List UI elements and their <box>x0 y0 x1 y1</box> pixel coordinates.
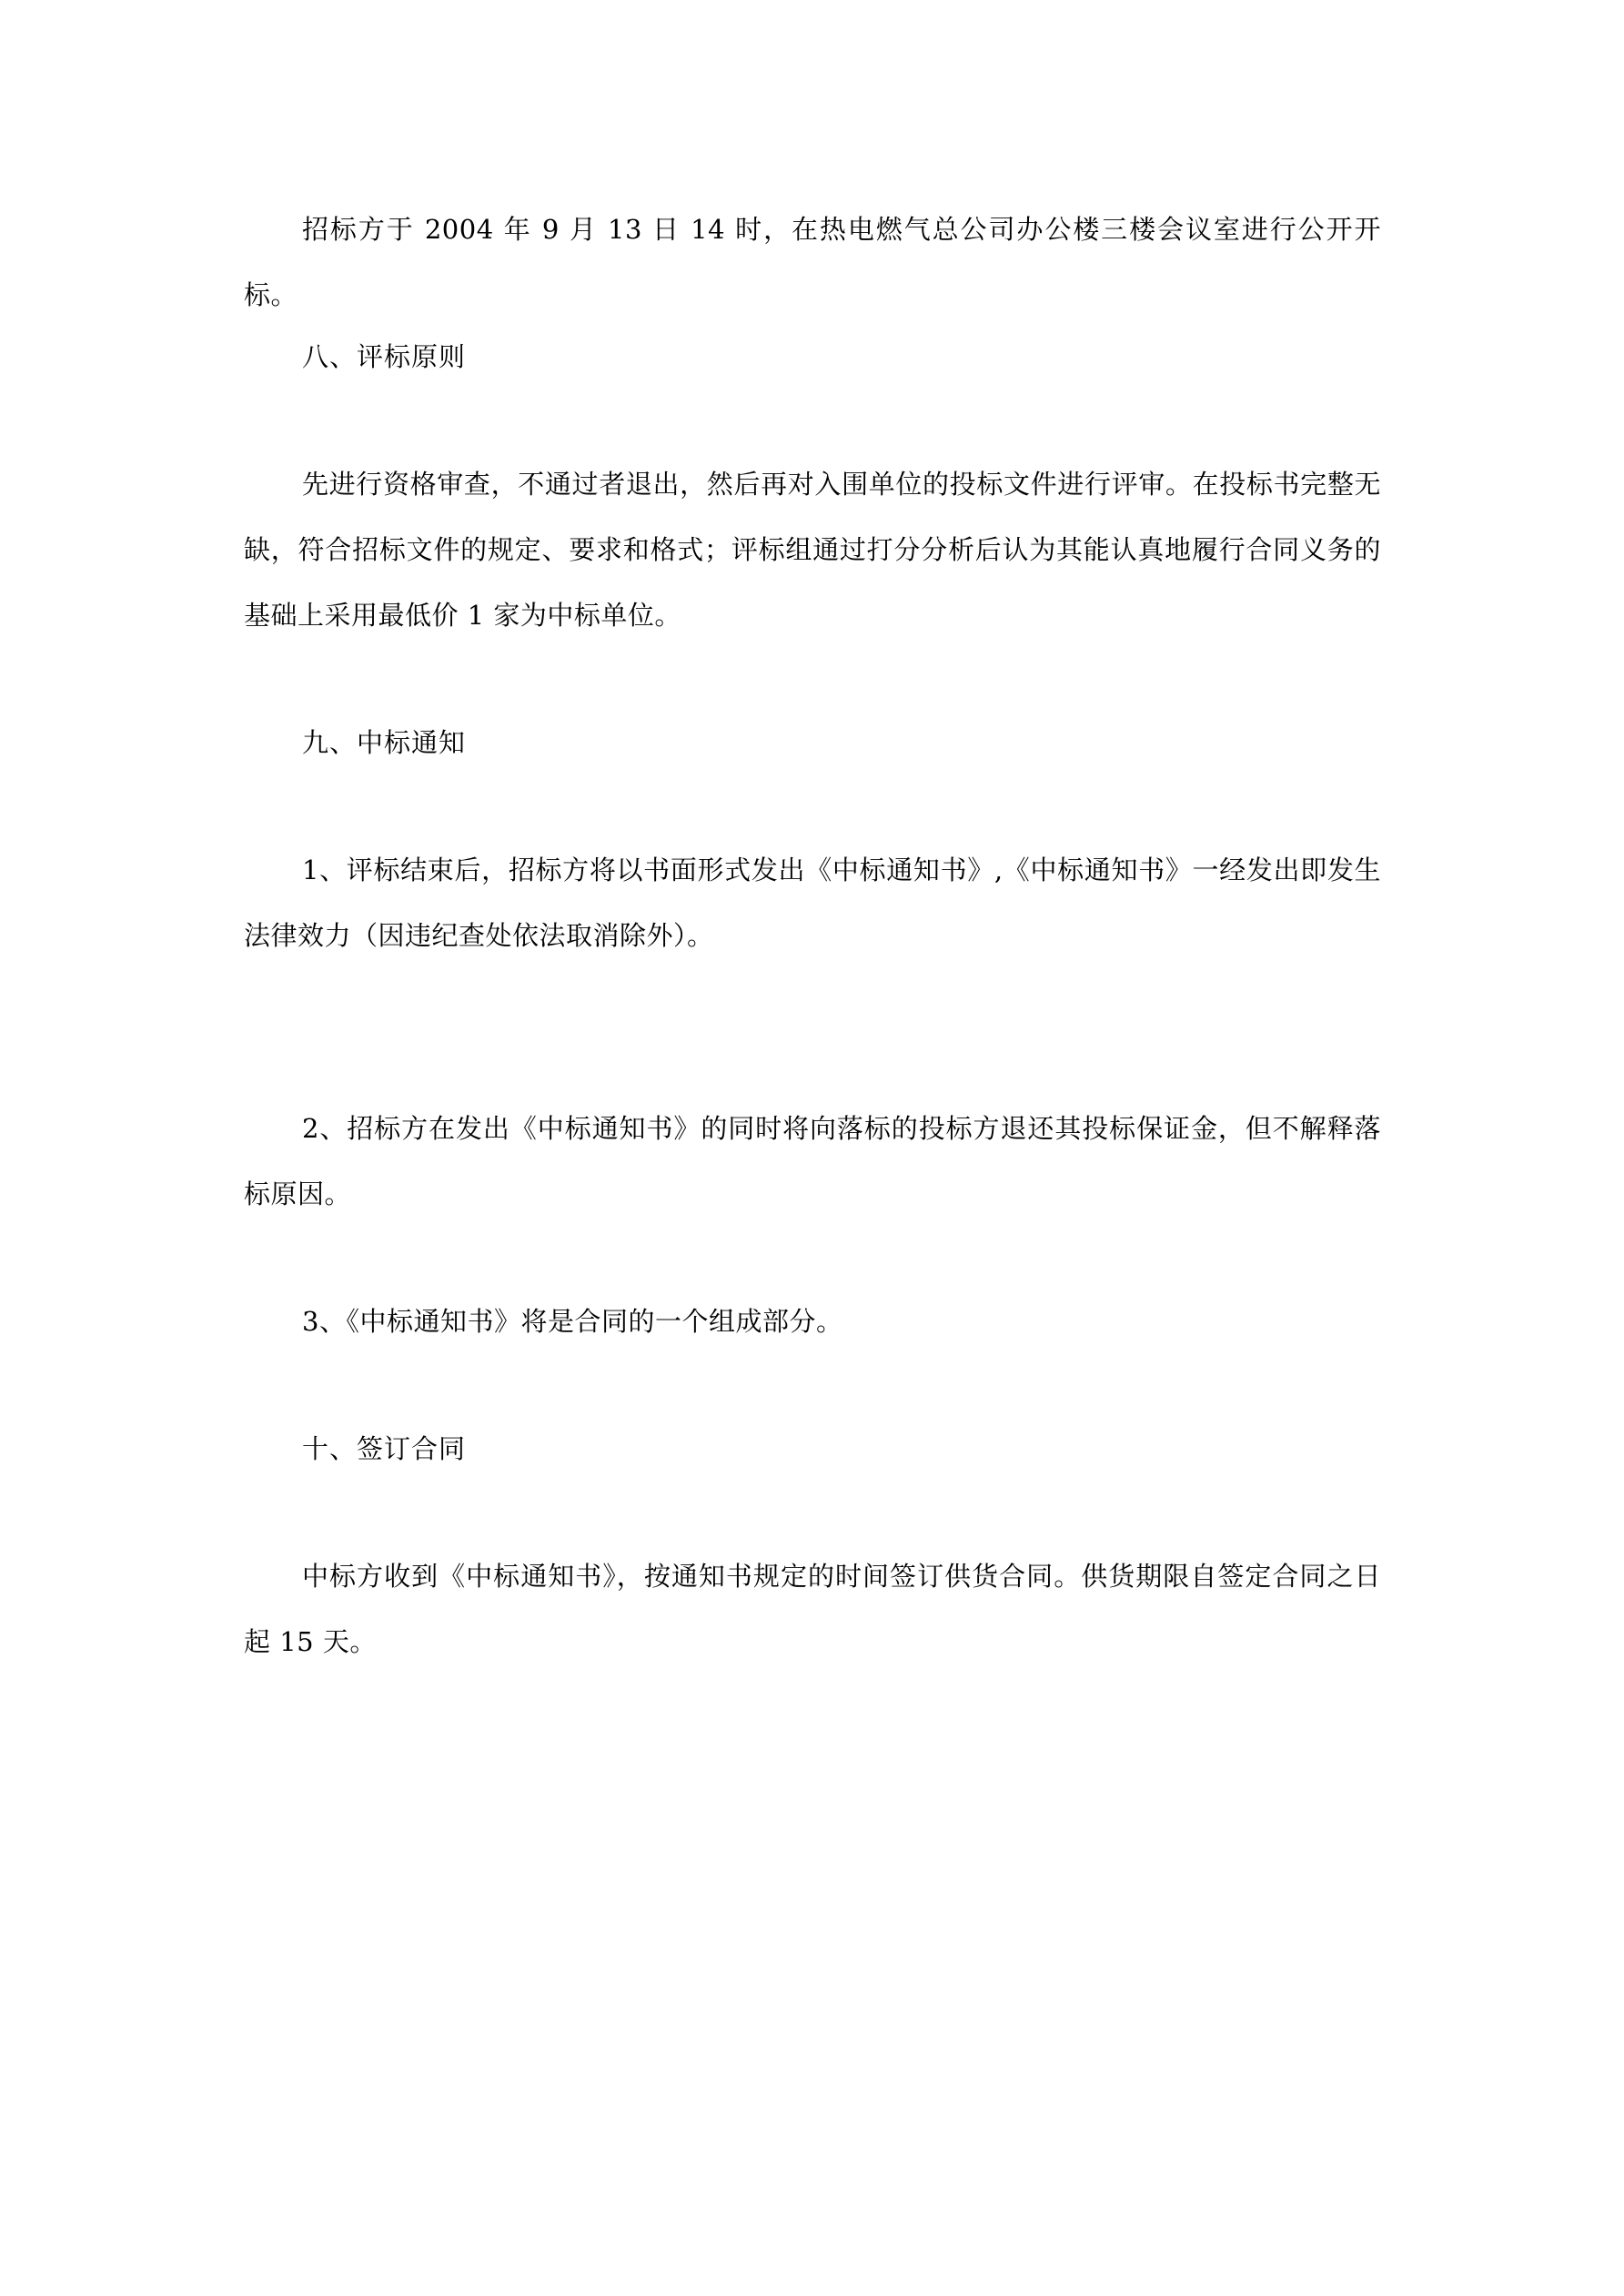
paragraph-evaluation-principles: 先进行资格审查，不通过者退出，然后再对入围单位的投标文件进行评审。在投标书完整无缺，符合招标文件的规定、要求和格式；评标组通过打分分析后认为其能认真地履行合同义务的基础上采用最低价 1 家为中标单位。 <box>244 469 1381 631</box>
paragraph-award-notice-3: 3、《中标通知书》将是合同的一个组成部分。 <box>302 1306 843 1337</box>
heading-sign-contract: 十、签订合同 <box>302 1433 467 1464</box>
heading-award-notice: 九、中标通知 <box>302 727 467 758</box>
heading-evaluation-principles: 八、评标原则 <box>302 341 467 372</box>
paragraph-award-notice-2: 2、招标方在发出《中标通知书》的同时将向落标的投标方退还其投标保证金，但不解释落标原因。 <box>244 1113 1381 1209</box>
paragraph-bid-opening: 招标方于 2004 年 9 月 13 日 14 时，在热电燃气总公司办公楼三楼会议室进行公开开标。 <box>244 214 1381 310</box>
paragraph-award-notice-1: 1、评标结束后，招标方将以书面形式发出《中标通知书》,《中标通知书》一经发出即发生法律效力（因违纪查处依法取消除外）。 <box>244 855 1381 951</box>
paragraph-sign-contract: 中标方收到《中标通知书》，按通知书规定的时间签订供货合同。供货期限自签定合同之日起 15 天。 <box>244 1561 1381 1657</box>
